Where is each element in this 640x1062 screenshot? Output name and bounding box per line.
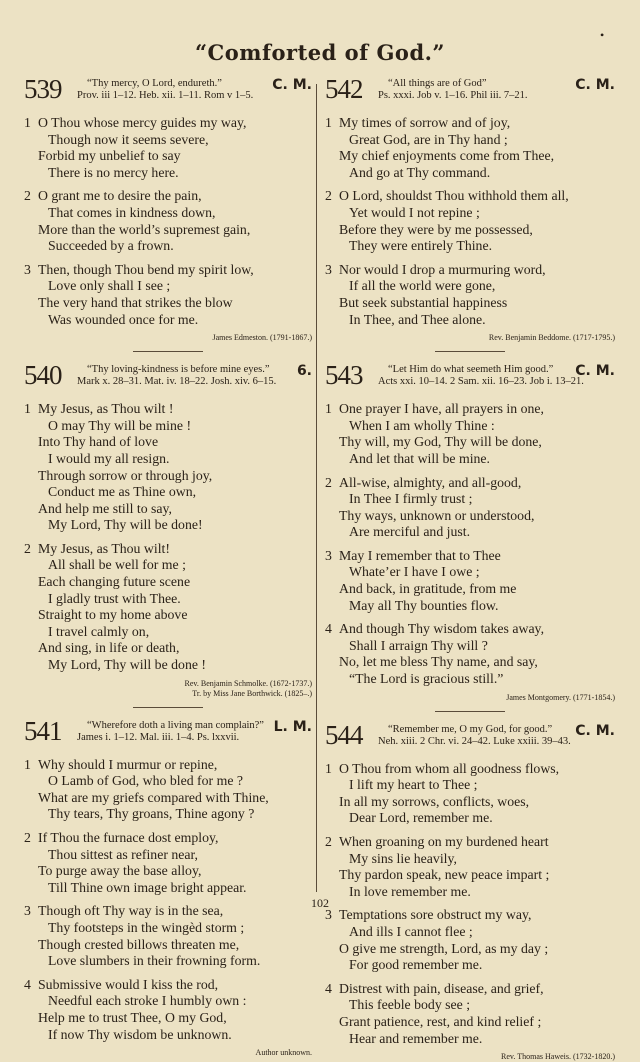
verse-text: Dear Lord, remember me.	[349, 810, 493, 826]
verse-number: 3	[24, 261, 31, 277]
verse	[24, 977, 312, 1043]
verse-line	[325, 312, 615, 329]
verse-line	[24, 501, 312, 518]
hymn-number: 542	[325, 74, 363, 104]
verse-line	[325, 491, 615, 508]
verse-line	[24, 607, 312, 624]
verse-text: Shall I arraign Thy will ?	[349, 637, 488, 653]
verse-text: Love only shall I see ;	[48, 278, 171, 294]
verse-text: In Thee I firmly trust ;	[349, 491, 473, 507]
verse-text: In Thee, and Thee alone.	[349, 311, 486, 327]
verse-line	[325, 238, 615, 255]
verse-text: Was wounded once for me.	[48, 311, 199, 327]
verse-text: They were entirely Thine.	[349, 238, 493, 254]
verse-line	[24, 790, 312, 807]
verse	[325, 761, 615, 827]
hymn-header	[325, 74, 615, 108]
verse-number: 2	[325, 474, 332, 490]
verse-line	[24, 993, 312, 1010]
verse-number: 1	[325, 401, 332, 417]
verse-text: More than the world’s supremest gain,	[38, 221, 251, 237]
hymn	[325, 74, 615, 343]
verse	[24, 830, 312, 896]
verse-line	[325, 810, 615, 827]
verse-text: There is no mercy here.	[48, 164, 179, 180]
hymn	[24, 360, 312, 699]
verse-text: When groaning on my burdened heart	[339, 834, 549, 849]
verse	[24, 541, 312, 674]
verse-line	[325, 434, 615, 451]
verse-text: Temptations sore obstruct my way,	[339, 907, 532, 923]
verse-line	[325, 475, 615, 492]
verse-text: Forbid my unbelief to say	[38, 148, 181, 164]
verse-text: May I remember that to Thee	[339, 547, 501, 563]
hymn-meter: C. M.	[575, 77, 615, 93]
verse-text: Thy footsteps in the wingèd storm ;	[48, 919, 245, 935]
verse-line	[24, 1010, 312, 1027]
hymn-scripture: James i. 1–12. Mal. iii. 1–4. Ps. lxxvii.	[77, 731, 240, 743]
verse-text: Into Thy hand of love	[38, 434, 159, 450]
verse-line	[325, 132, 615, 149]
credit-line: Rev. Benjamin Beddome. (1717-1795.)	[488, 333, 615, 343]
verse-line	[325, 834, 615, 851]
hymn-reference	[378, 724, 571, 748]
verse-line	[325, 278, 615, 295]
verse-line	[24, 262, 312, 279]
verse-text: My chief enjoyments come from Thee,	[339, 148, 555, 164]
verse-line	[325, 671, 615, 688]
column-divider	[316, 84, 317, 892]
hymn-rule	[133, 351, 203, 352]
verse-line	[24, 1027, 312, 1044]
verse-line	[24, 312, 312, 329]
verse	[325, 262, 615, 328]
verse-text: Hear and remember me.	[349, 1030, 483, 1046]
verse-text: My times of sorrow and of joy,	[339, 115, 511, 130]
verse-text: Till Thine own image bright appear.	[48, 879, 247, 895]
verse-text: I lift my heart to Thee ;	[349, 777, 478, 793]
verse-line	[24, 657, 312, 674]
verse-text: I gladly trust with Thee.	[48, 590, 181, 606]
verse-text: Before they were by me possessed,	[339, 221, 533, 237]
verse-line	[24, 238, 312, 255]
verse-line	[24, 205, 312, 222]
verse-text: O grant me to desire the pain,	[38, 188, 202, 204]
hymn-scripture: Mark x. 28–31. Mat. iv. 18–22. Josh. xiv. 6–15.	[77, 376, 277, 388]
verse-text: Grant patience, rest, and kind relief ;	[339, 1013, 542, 1029]
verse-text: Why should I murmur or repine,	[38, 756, 218, 772]
page-title: “Comforted of God.”	[194, 40, 446, 65]
verse	[325, 115, 615, 181]
hymn-quote: “Thy loving-kindness is before mine eyes.”	[87, 364, 270, 376]
verse-number: 1	[24, 115, 31, 130]
verse-text: All shall be well for me ;	[48, 557, 186, 573]
verse-line	[325, 548, 615, 565]
verse-line	[325, 1014, 615, 1031]
verse-line	[325, 401, 615, 418]
verse-line	[325, 867, 615, 884]
verse-line	[325, 148, 615, 165]
verse-text: Then, though Thou bend my spirit low,	[38, 261, 254, 277]
verse-line	[325, 761, 615, 778]
hymn-reference	[77, 364, 276, 388]
hymn-reference	[77, 720, 264, 744]
verse-line	[24, 937, 312, 954]
verse-text: Are merciful and just.	[349, 524, 471, 540]
hymn-reference	[378, 78, 528, 102]
verse-text: Distrest with pain, disease, and grief,	[339, 980, 544, 996]
verse-text: If now Thy wisdom be unknown.	[48, 1026, 232, 1042]
hymn-credit	[325, 1052, 615, 1062]
verse-line	[24, 132, 312, 149]
verse-text: O Thou from whom all goodness flows,	[339, 760, 560, 776]
hymn-header	[24, 74, 312, 108]
verse-line	[24, 434, 312, 451]
verse-text: The very hand that strikes the blow	[38, 294, 233, 310]
verse-text: My sins lie heavily,	[349, 850, 457, 866]
verse-line	[325, 564, 615, 581]
verse-line	[24, 574, 312, 591]
verse-text: My Lord, Thy will be done !	[48, 657, 207, 673]
verse-line	[24, 115, 312, 132]
verse-line	[24, 165, 312, 182]
verse-line	[325, 188, 615, 205]
verse-number: 2	[325, 188, 332, 204]
verse-line	[24, 278, 312, 295]
hymn-quote: “Thy mercy, O Lord, endureth.”	[87, 78, 222, 89]
hymn-quote: “Let Him do what seemeth Him good.”	[388, 364, 554, 376]
verse	[325, 907, 615, 973]
verse-line	[325, 654, 615, 671]
verse-line	[24, 773, 312, 790]
verse-text: And ills I cannot flee ;	[349, 923, 473, 939]
hymn-meter: C. M.	[575, 722, 615, 739]
hymn-header	[325, 360, 615, 394]
verse-line	[325, 957, 615, 974]
verse-line	[325, 451, 615, 468]
verse-line	[325, 941, 615, 958]
verse-line	[24, 517, 312, 534]
verse-line	[325, 981, 615, 998]
verse-line	[24, 148, 312, 165]
verse-line	[24, 847, 312, 864]
verse-line	[24, 757, 312, 774]
verse-text: That comes in kindness down,	[48, 204, 216, 220]
hymn-reference	[77, 78, 253, 102]
verse-line	[325, 924, 615, 941]
hymn-scripture: Prov. iii 1–12. Heb. xii. 1–11. Rom v 1–5.	[77, 90, 254, 101]
verse-number: 3	[325, 261, 332, 277]
corner-mark: •	[600, 28, 605, 42]
verse-text: Thy will, my God, Thy will be done,	[339, 434, 542, 450]
verse-text: My Jesus, as Thou wilt!	[38, 540, 170, 556]
verse-number: 1	[24, 756, 31, 772]
verse-line	[325, 581, 615, 598]
verse-text: This feeble body see ;	[349, 997, 471, 1013]
hymn	[24, 74, 312, 343]
hymn-rule	[435, 351, 505, 352]
verse-line	[325, 115, 615, 132]
verse-line	[325, 508, 615, 525]
verse-line	[325, 997, 615, 1014]
verse-text: When I am wholly Thine :	[349, 417, 495, 433]
verse-text: Love slumbers in their frowning form.	[48, 953, 261, 969]
verse-line	[24, 953, 312, 970]
verse-number: 4	[24, 976, 31, 992]
verse-line	[24, 401, 312, 418]
verse-number: 2	[24, 830, 31, 845]
verse	[24, 903, 312, 969]
verse-text: My Jesus, as Thou wilt !	[38, 401, 174, 417]
hymn-header	[325, 720, 615, 754]
verse-text: Nor would I drop a murmuring word,	[339, 261, 546, 277]
verse-text: Submissive would I kiss the rod,	[38, 976, 219, 992]
verse-line	[24, 484, 312, 501]
verse-text: Though crested billows threaten me,	[38, 936, 240, 952]
verse-line	[325, 205, 615, 222]
hymn	[24, 716, 312, 1059]
hymn-quote: “Remember me, O my God, for good.”	[388, 723, 553, 735]
hymn-rule	[133, 707, 203, 708]
verse-line	[325, 1031, 615, 1048]
verse	[325, 188, 615, 254]
verse-text: Needful each stroke I humbly own :	[48, 993, 247, 1009]
verse-line	[325, 418, 615, 435]
verse-number: 4	[325, 980, 332, 996]
hymn-meter: 6.	[296, 363, 312, 380]
hymn-number: 544	[325, 719, 363, 750]
verse	[325, 401, 615, 467]
verse-text: Straight to my home above	[38, 607, 188, 623]
hymn	[325, 720, 615, 1062]
hymn-quote: “Wherefore doth a living man complain?”	[87, 719, 264, 731]
verse-text: I travel calmly on,	[48, 623, 150, 639]
verse-line	[24, 977, 312, 994]
verse-text: O Lord, shouldst Thou withhold them all,	[339, 188, 569, 204]
verse-text: All-wise, almighty, and all-good,	[339, 474, 522, 490]
verse-line	[325, 638, 615, 655]
verse	[325, 834, 615, 900]
verse	[24, 115, 312, 181]
verse-line	[24, 468, 312, 485]
verse-line	[325, 165, 615, 182]
hymn-meter: C. M.	[272, 77, 312, 93]
credit-line: Rev. Benjamin Schmolke. (1672-1737.)	[184, 678, 312, 688]
verse-text: O may Thy will be mine !	[48, 417, 192, 433]
hymn	[325, 360, 615, 703]
verse	[325, 475, 615, 541]
verse-line	[24, 188, 312, 205]
verse-number: 3	[325, 907, 332, 923]
verse-text: No, let me bless Thy name, and say,	[339, 654, 538, 670]
hymn-meter: L. M.	[273, 718, 312, 735]
verse-text: Help me to trust Thee, O my God,	[38, 1009, 227, 1025]
verse-number: 2	[24, 188, 31, 204]
verse-line	[325, 222, 615, 239]
verse-line	[24, 830, 312, 847]
verse-line	[325, 794, 615, 811]
verse-text: Whate’er I have I owe ;	[349, 564, 480, 580]
verse-line	[24, 624, 312, 641]
verse-text: And though Thy wisdom takes away,	[339, 621, 545, 637]
verse-text: If all the world were gone,	[349, 278, 496, 294]
verse-text: O give me strength, Lord, as my day ;	[339, 940, 549, 956]
credit-line: Author unknown.	[255, 1048, 312, 1058]
verse-number: 3	[24, 903, 31, 919]
verse-number: 1	[325, 115, 332, 130]
credit-line: James Montgomery. (1771-1854.)	[506, 692, 615, 702]
verse-number: 2	[325, 834, 332, 849]
verse-text: May all Thy bounties flow.	[349, 597, 499, 613]
credit-line: Tr. by Miss Jane Borthwick. (1825–.)	[192, 688, 312, 698]
verse-text: And sing, in life or death,	[38, 640, 180, 656]
verse-line	[24, 418, 312, 435]
verse-number: 1	[24, 401, 31, 417]
hymn-scripture: Neh. xiii. 2 Chr. vi. 24–42. Luke xxiii. 39–43.	[378, 735, 571, 747]
verse-text: Each changing future scene	[38, 574, 191, 590]
credit-line: James Edmeston. (1791-1867.)	[212, 333, 312, 343]
verse	[325, 621, 615, 687]
verse-text: Through sorrow or through joy,	[38, 467, 213, 483]
verse-text: And go at Thy command.	[349, 164, 491, 180]
verse-text: And back, in gratitude, from me	[339, 581, 517, 597]
hymn-credit	[325, 693, 615, 703]
verse-number: 2	[24, 540, 31, 556]
verse-line	[325, 621, 615, 638]
credit-line: Rev. Thomas Haweis. (1732-1820.)	[501, 1052, 615, 1062]
verse-line	[24, 557, 312, 574]
verse-text: Thy tears, Thy groans, Thine agony ?	[48, 806, 255, 822]
verse-line	[24, 222, 312, 239]
verse-line	[24, 863, 312, 880]
verse-text: O Lamb of God, who bled for me ?	[48, 773, 244, 789]
verse-text: Thou sittest as refiner near,	[48, 846, 199, 862]
verse-text: In love remember me.	[349, 883, 471, 899]
verse-text: One prayer I have, all prayers in one,	[339, 401, 544, 417]
verse	[325, 548, 615, 614]
verse-text: I would my all resign.	[48, 450, 170, 466]
verse	[24, 262, 312, 328]
hymn-credit	[24, 1048, 312, 1058]
verse-text: And let that will be mine.	[349, 450, 491, 466]
verse-text: Conduct me as Thine own,	[48, 484, 197, 500]
verse-number: 1	[325, 760, 332, 776]
hymn-scripture: Acts xxi. 10–14. 2 Sam. xii. 16–23. Job i. 13–21.	[378, 376, 584, 388]
verse-line	[325, 262, 615, 279]
verse-number: 3	[325, 547, 332, 563]
verse	[325, 981, 615, 1047]
hymn-reference	[378, 364, 584, 388]
verse-text: Though oft Thy way is in the sea,	[38, 903, 224, 919]
verse-line	[24, 880, 312, 897]
verse-text: Though now it seems severe,	[48, 131, 209, 147]
verse-text: And help me still to say,	[38, 500, 172, 516]
verse-text: To purge away the base alloy,	[38, 863, 202, 879]
hymn-header	[24, 360, 312, 394]
verse-line	[325, 851, 615, 868]
verse-text: Great God, are in Thy hand ;	[349, 131, 508, 147]
verse-line	[325, 598, 615, 615]
verse-text: O Thou whose mercy guides my way,	[38, 115, 247, 130]
verse-line	[24, 591, 312, 608]
verse-text: “The Lord is gracious still.”	[349, 671, 504, 687]
hymn-rule	[435, 711, 505, 712]
hymn-credit	[325, 333, 615, 343]
verse-text: Yet would I not repine ;	[349, 204, 480, 220]
verse-line	[325, 777, 615, 794]
hymn-header	[24, 716, 312, 750]
verse-text: If Thou the furnace dost employ,	[38, 830, 219, 845]
hymn-number: 543	[325, 360, 363, 391]
verse-text: Succeeded by a frown.	[48, 238, 174, 254]
hymn-scripture: Ps. xxxi. Job v. 1–16. Phil iii. 7–21.	[378, 90, 528, 101]
verse-text: But seek substantial happiness	[339, 294, 508, 310]
verse-line	[24, 640, 312, 657]
hymn-quote: “All things are of God”	[388, 78, 487, 89]
verse-text: For good remember me.	[349, 957, 483, 973]
verse-text: In all my sorrows, conflicts, woes,	[339, 793, 530, 809]
verse-line	[24, 451, 312, 468]
hymn-meter: C. M.	[575, 363, 615, 380]
hymn-credit	[24, 679, 312, 699]
hymn-number: 539	[24, 74, 62, 104]
verse-line	[24, 806, 312, 823]
verse-line	[325, 524, 615, 541]
verse	[24, 757, 312, 823]
verse-line	[24, 295, 312, 312]
verse	[24, 188, 312, 254]
hymn-number: 541	[24, 715, 62, 746]
verse-text: What are my griefs compared with Thine,	[38, 789, 269, 805]
verse-text: My Lord, Thy will be done!	[48, 517, 203, 533]
right-column	[325, 74, 615, 1062]
verse-line	[24, 920, 312, 937]
hymn-number: 540	[24, 360, 62, 391]
verse-line	[325, 295, 615, 312]
hymn-credit	[24, 333, 312, 343]
verse-text: Thy pardon speak, new peace impart ;	[339, 867, 550, 883]
page-number: 102	[311, 896, 329, 910]
verse-text: Thy ways, unknown or understood,	[339, 507, 535, 523]
verse-number: 4	[325, 621, 332, 637]
verse-line	[24, 541, 312, 558]
verse	[24, 401, 312, 534]
